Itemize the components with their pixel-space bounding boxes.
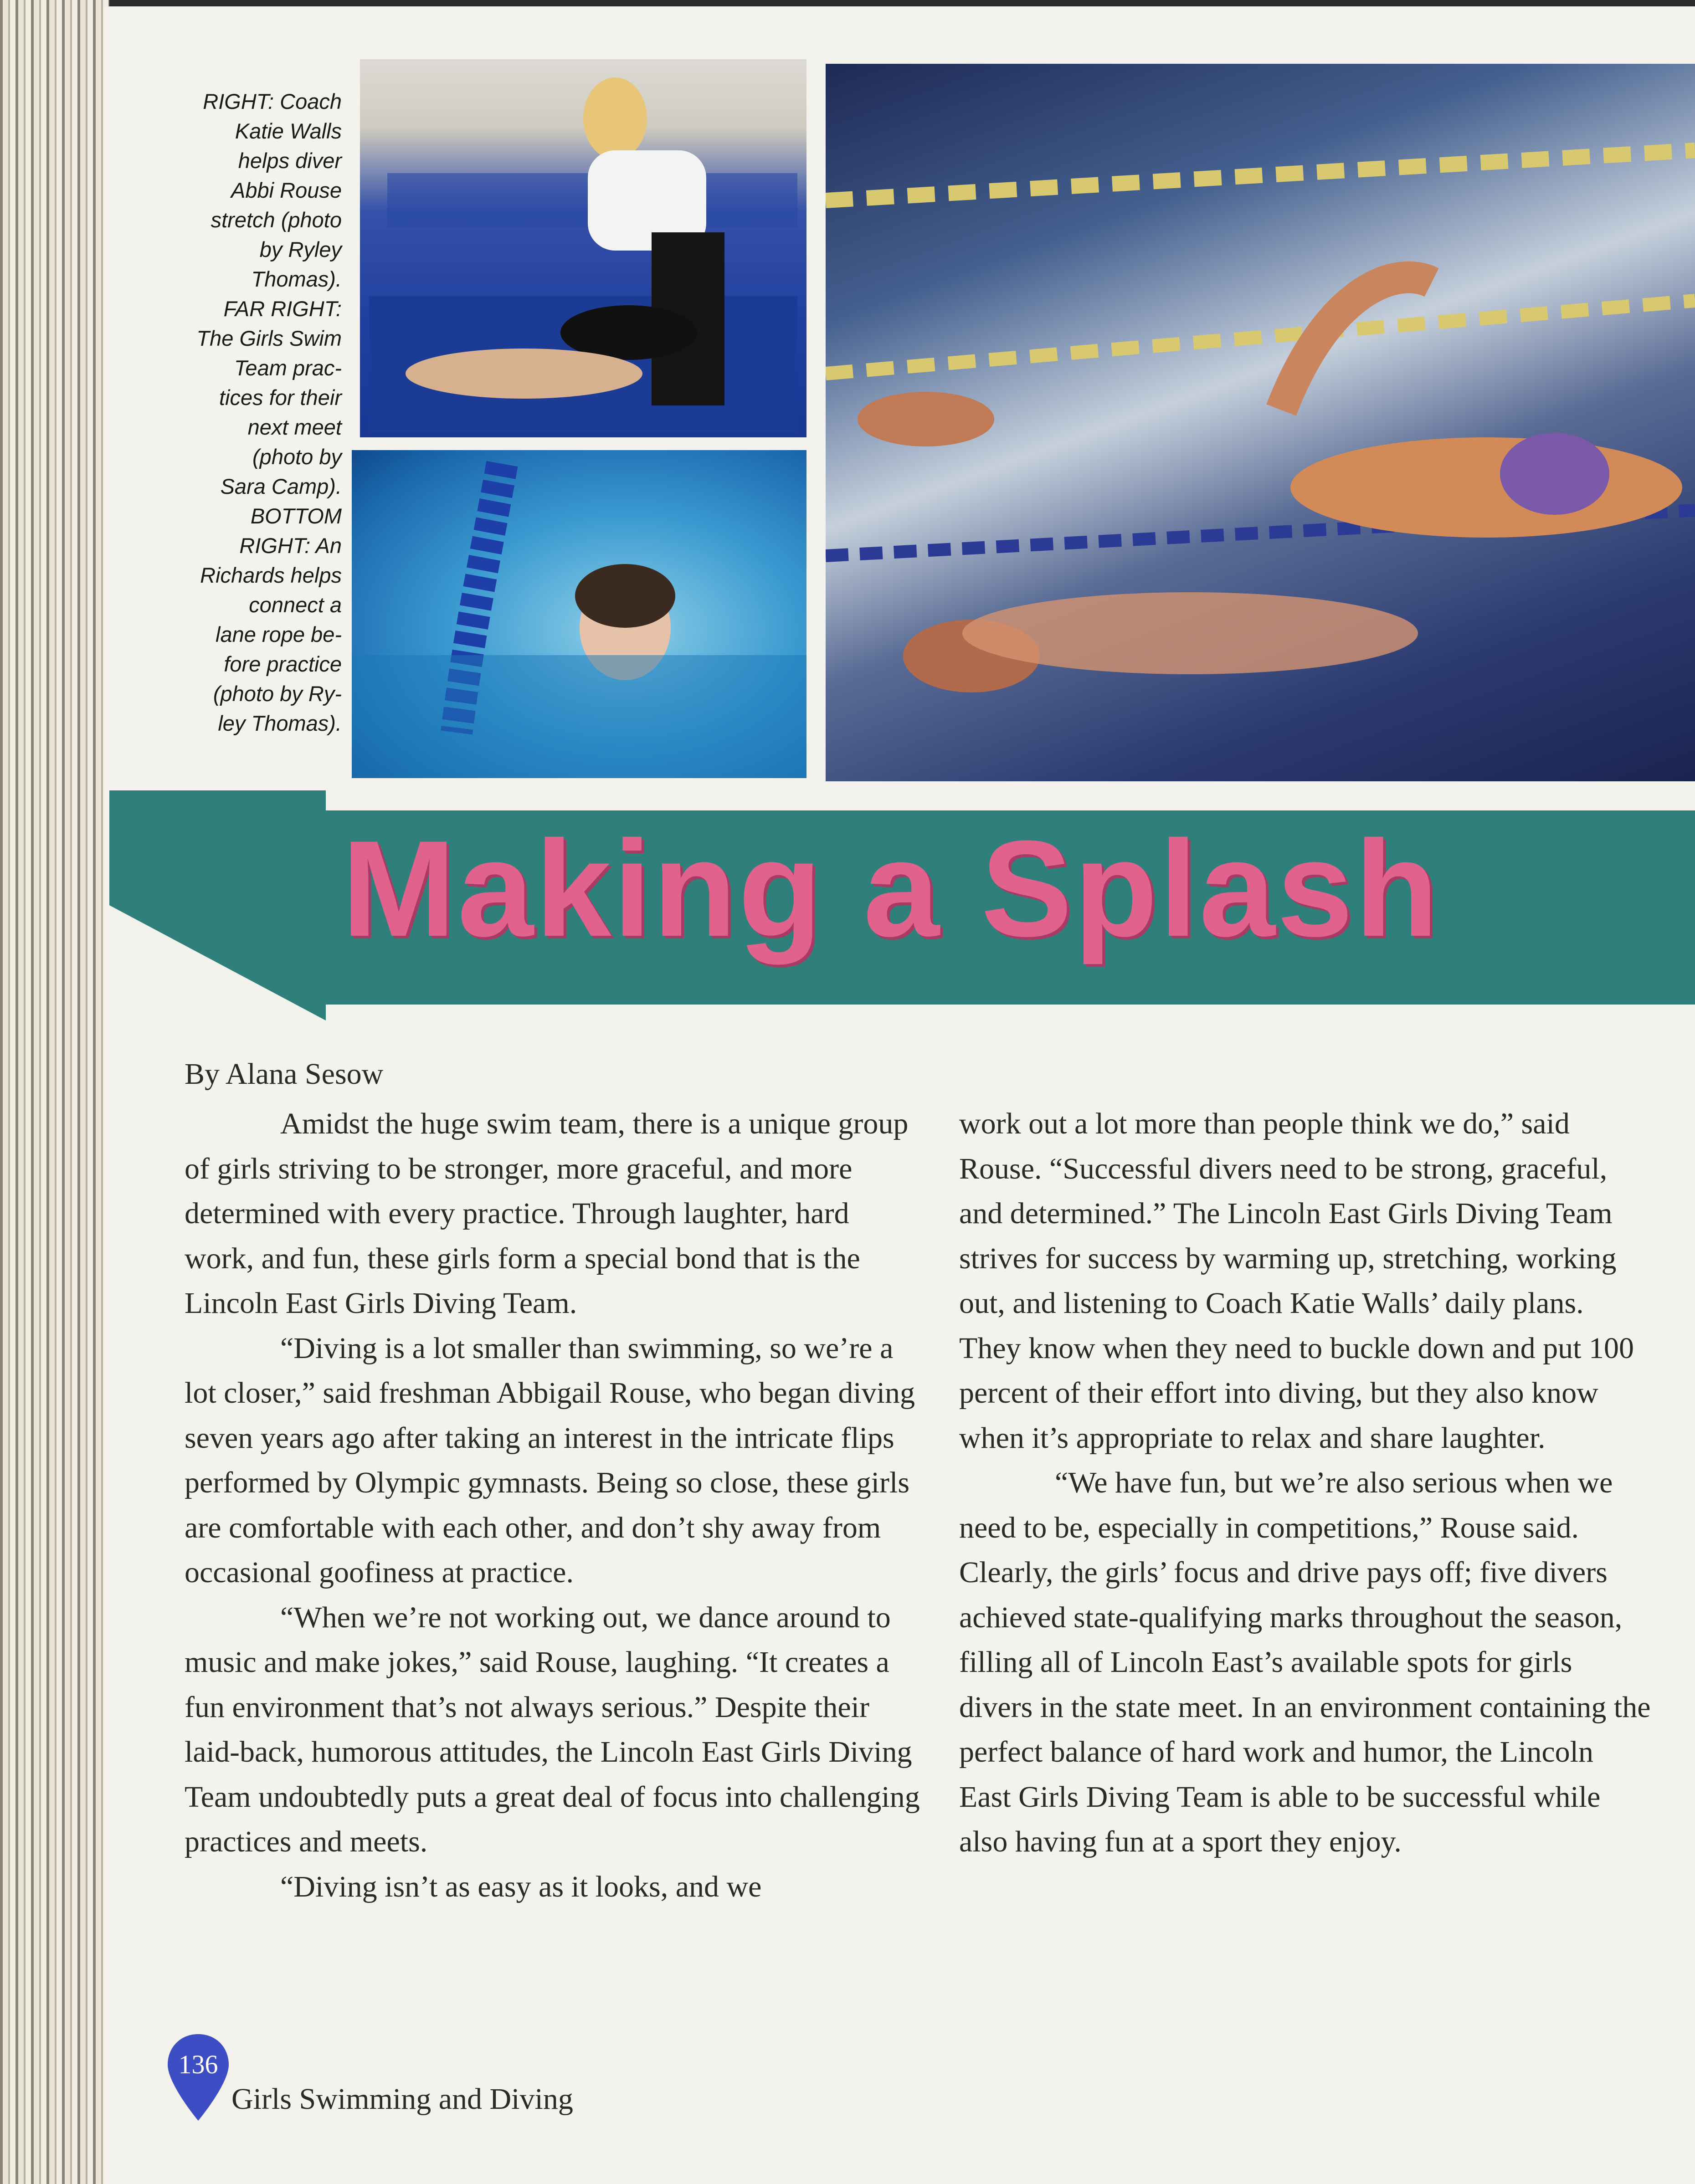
photo-lane-rope: [352, 450, 806, 778]
section-title: Girls Swimming and Diving: [231, 2082, 573, 2116]
paragraph: “Diving is a lot smaller than swimming, so we’re a lot closer,” said freshman Abbigail Rouse, who began diving seven years ago after taking an interest in the intricate flips performed by Olympic gymnasts. Being so close, these girls are comfortable with each other, and don’t shy away from occasional goofiness at practice.: [185, 1331, 915, 1589]
page-stack-edge: [0, 0, 109, 2184]
article-headline: Making a Splash: [342, 812, 1440, 965]
photo-swim-practice: [826, 64, 1695, 781]
stretch-photo-illustration: [360, 59, 806, 437]
swim-photo-illustration: [826, 64, 1695, 781]
paragraph: Amidst the huge swim team, there is a unique group of girls striving to be stronger, more graceful, and more determined with every practice. Through laughter, hard work, and fun, these girls form a special bond that is the Lincoln East Girls Diving Team.: [185, 1107, 909, 1320]
lane-rope-photo-illustration: [352, 450, 806, 778]
photo-coach-stretch: [360, 59, 806, 437]
article-column-2: [959, 1102, 1652, 1865]
article-column-1: [185, 1102, 923, 1909]
paragraph: “When we’re not working out, we dance around to music and make jokes,” said Rouse, laughing. “It creates a fun environment that’s not always serious.” Despite their laid-back, humorous attitudes, the Lincoln East Girls Diving Team undoubtedly puts a great deal of focus into challenging practices and meets.: [185, 1600, 920, 1858]
photo-caption: RIGHT: Coach Katie Walls helps diver Abbi Rouse stretch (photo by Ryley Thomas). FAR RIGHT: The Girls Swim Team prac- tices for their next meet (photo by Sara Camp). BOTTOM RIGHT: An Richards helps connect a lane rope be- fore practice (photo by Ry- ley Thomas).: [196, 89, 342, 735]
paragraph: “We have fun, but we’re also serious when we need to be, especially in competitions,” Rouse said. Clearly, the girls’ focus and drive pays off; five divers achieved state-qualifying marks throughout the season, filling all of Lincoln East’s available spots for girls divers in the state meet. In an environment containing the perfect balance of hard work and humor, the Lincoln East Girls Diving Team is able to be successful while also having fun at a sport they enjoy.: [959, 1466, 1651, 1858]
paragraph: “Diving isn’t as easy as it looks, and we: [280, 1870, 762, 1903]
byline: By Alana Sesow: [185, 1057, 384, 1091]
page-number: 136: [178, 2050, 218, 2079]
paragraph: work out a lot more than people think we do,” said Rouse. “Successful divers need to be strong, graceful, and determined.” The Lincoln East Girls Diving Team strives for success by warming up, stretching, working out, and listening to Coach Katie Walls’ daily plans. They know when they need to buckle down and put 100 percent of their effort into diving, but they also know when it’s appropriate to relax and share laughter.: [959, 1107, 1634, 1455]
